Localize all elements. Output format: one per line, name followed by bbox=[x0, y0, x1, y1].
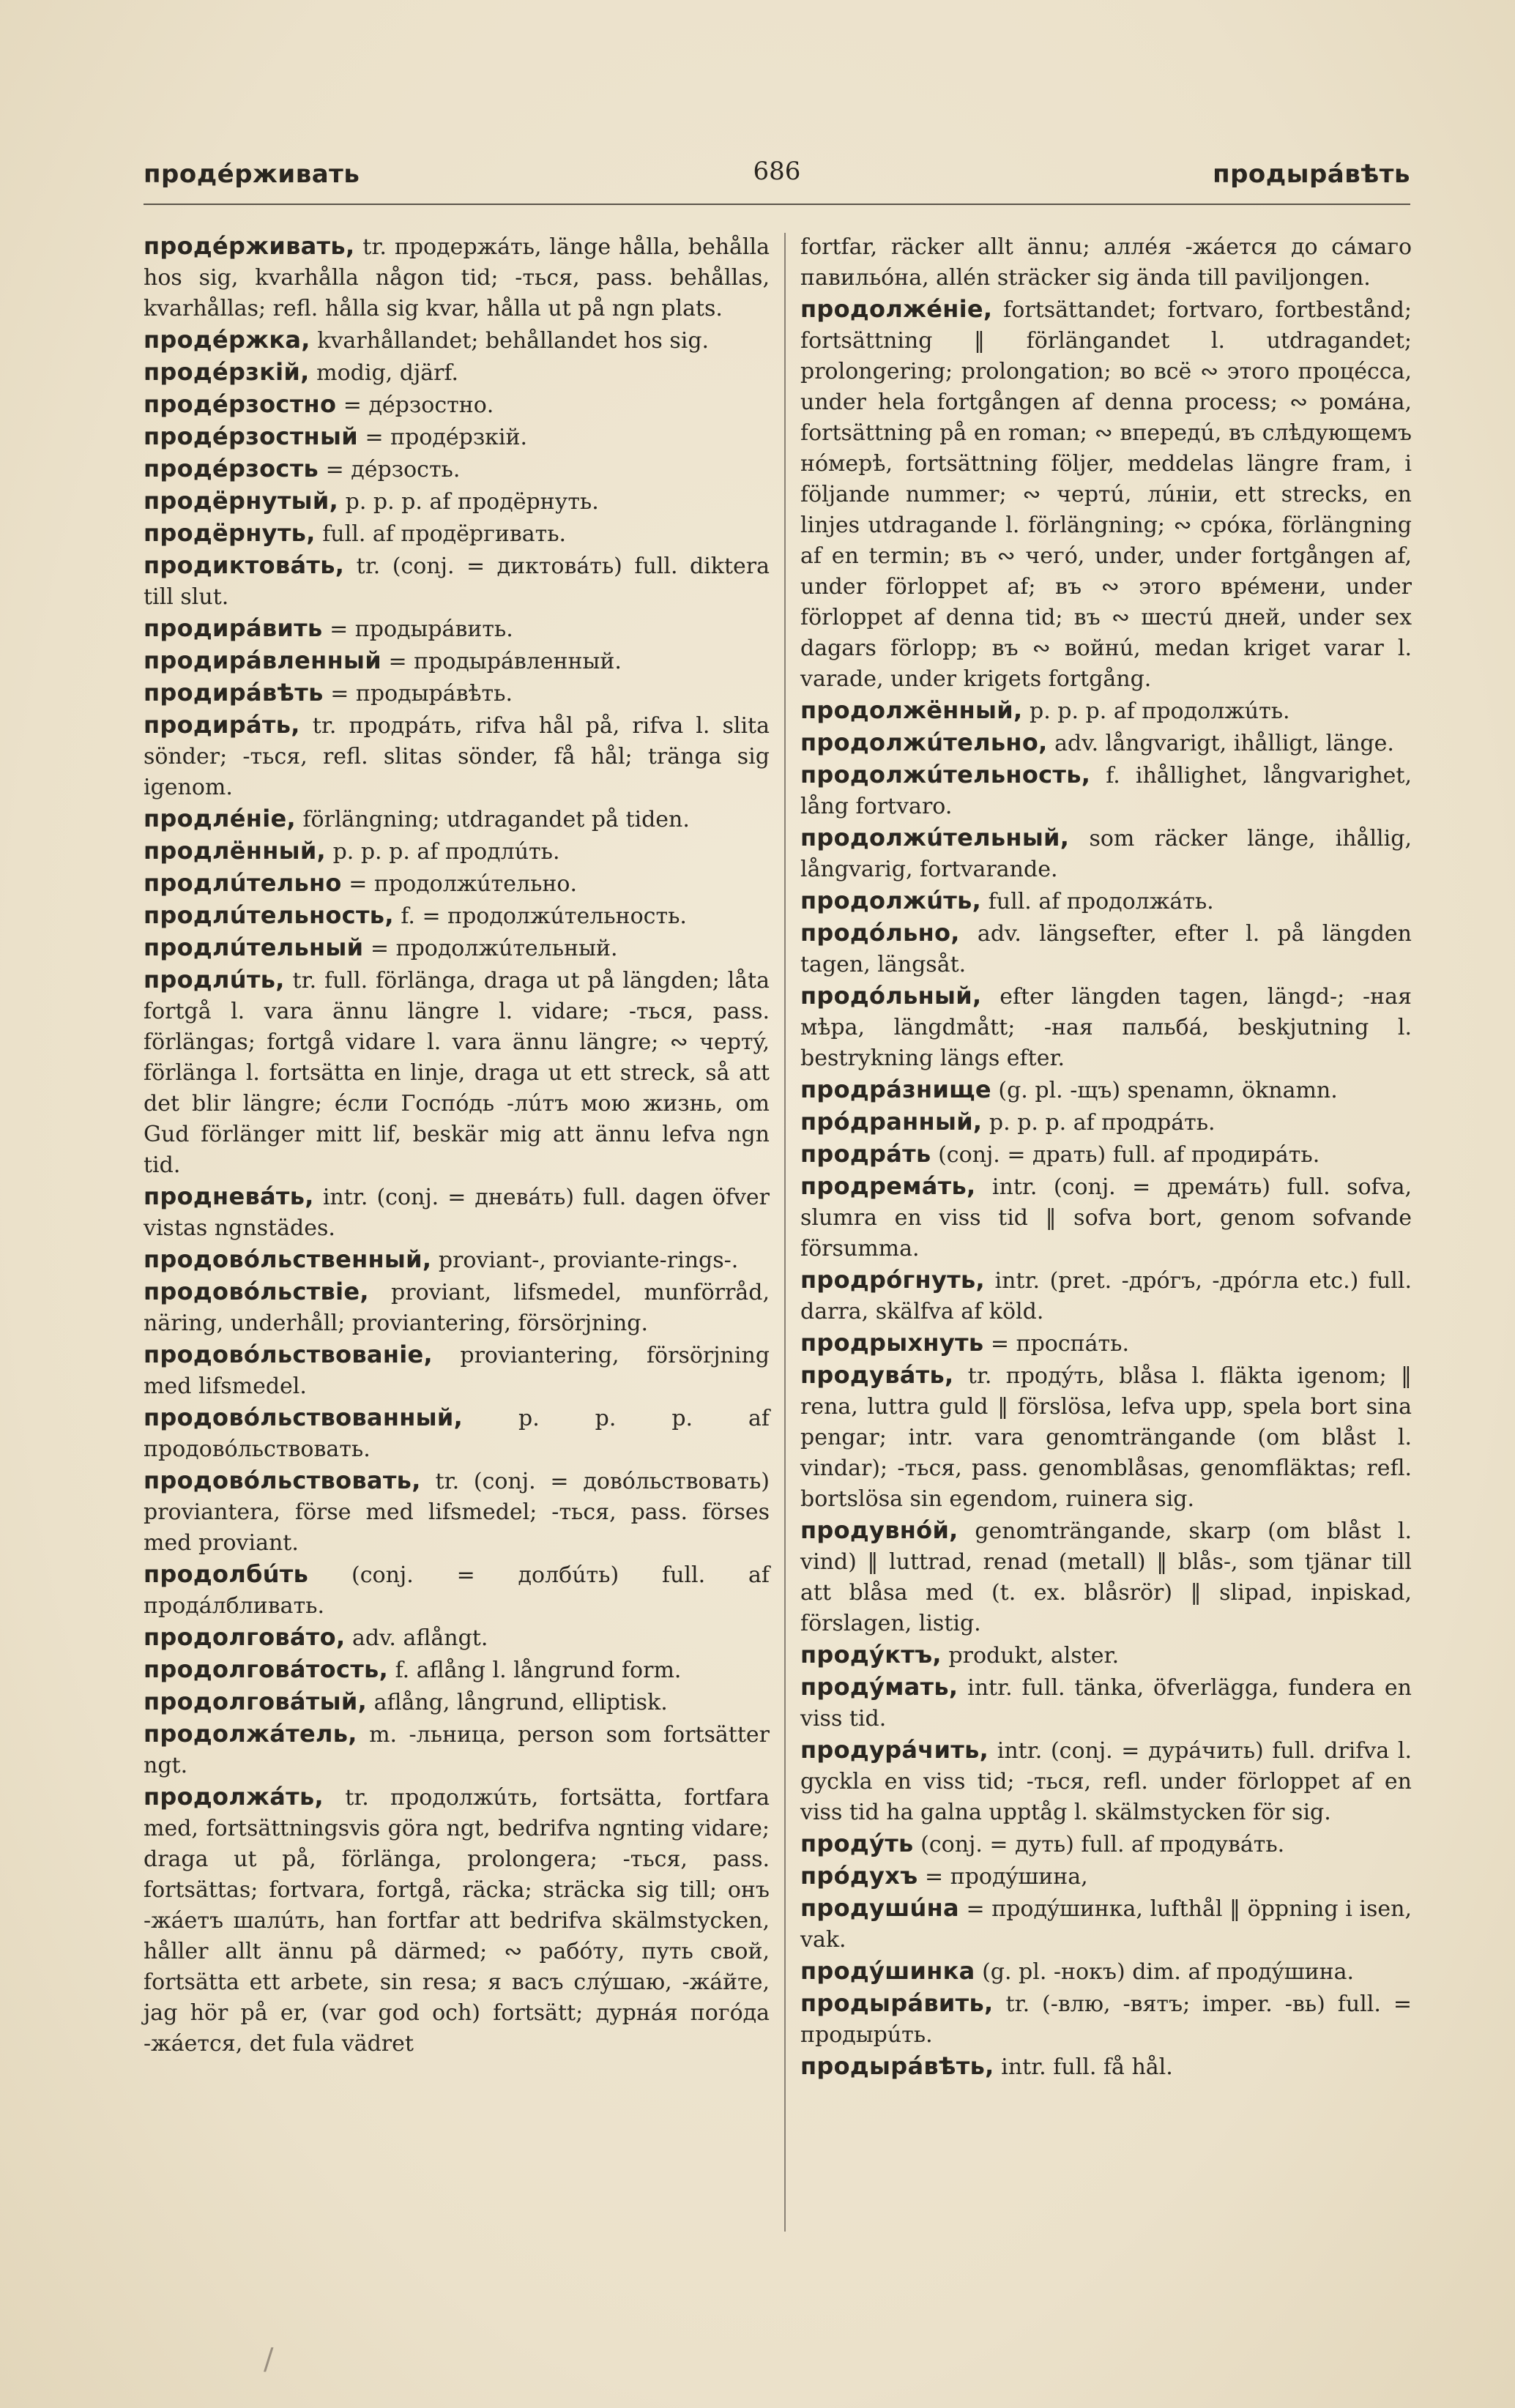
dictionary-entry bbox=[144, 964, 770, 1181]
dictionary-entry bbox=[144, 1276, 770, 1339]
dictionary-entry bbox=[800, 1860, 1412, 1893]
entry-headword: продрыхнуть bbox=[800, 1329, 984, 1357]
entry-definition: tr. продýть, blåsa l. fläkta igenom; ‖ rena, luttra guld ‖ förslösa, lefva upp, spela bort sina pengar; intr. vara genomträngande (om blåst l. vindar); -ться, pass. genomblåsas, genomfläktas; refl. bortslösa sin egendom, ruinera sig. bbox=[800, 1363, 1412, 1512]
dictionary-entry bbox=[144, 1686, 770, 1718]
entry-headword: продрáзнище bbox=[800, 1076, 991, 1103]
entry-definition: efter längden tagen, längd-; -ная мѣра, längdmått; -ная пальбá, beskjutning l. bestrykning längs efter. bbox=[800, 984, 1412, 1071]
entry-headword: продолжúть, bbox=[800, 887, 982, 914]
entry-headword: продéрзкій, bbox=[144, 358, 310, 386]
page-number: 686 bbox=[753, 157, 801, 186]
entry-definition: full. af продёргивать. bbox=[315, 521, 567, 547]
entry-headword: прóдухъ bbox=[800, 1862, 918, 1890]
entry-headword: продолжéніе, bbox=[800, 295, 993, 323]
entry-headword: продолжáть, bbox=[144, 1783, 324, 1811]
dictionary-entry bbox=[800, 1074, 1412, 1106]
entry-definition: adv. långvarigt, ihålligt, länge. bbox=[1047, 731, 1394, 756]
entry-definition: f. ihållighet, långvarighet, lång fortvaro. bbox=[800, 763, 1412, 819]
right-running-headword: продырáвѣть bbox=[1213, 160, 1410, 189]
dictionary-entry bbox=[800, 727, 1412, 759]
dictionary-entry bbox=[800, 1671, 1412, 1734]
dictionary-entry bbox=[144, 1465, 770, 1559]
dictionary-entry bbox=[800, 1171, 1412, 1264]
dictionary-entry bbox=[144, 453, 770, 485]
dictionary-entry bbox=[144, 835, 770, 868]
dictionary-entry bbox=[144, 1654, 770, 1686]
entry-definition: proviantering, försörjning med lifsmedel. bbox=[144, 1343, 770, 1399]
dictionary-entry bbox=[800, 1956, 1412, 1988]
entry-headword: продýть bbox=[800, 1830, 914, 1857]
dictionary-entry bbox=[800, 1734, 1412, 1828]
entry-definition: full. af продолжáть. bbox=[981, 889, 1214, 914]
entry-headword: продлéніе, bbox=[144, 805, 296, 832]
dictionary-entry bbox=[144, 1559, 770, 1622]
dictionary-entry bbox=[800, 1828, 1412, 1860]
dictionary-entry bbox=[800, 1360, 1412, 1515]
dictionary-entry bbox=[800, 231, 1412, 294]
dictionary-entry bbox=[800, 1106, 1412, 1138]
entry-definition: tr. продержáть, länge hålla, behålla hos sig, kvarhålla någon tid; -ться, pass. behållas, kvarhållas; refl. hålla sig kvar, hålla ut på ngn plats. bbox=[144, 234, 770, 321]
entry-definition: = дéрзость. bbox=[319, 457, 461, 482]
entry-definition: = продýшина, bbox=[917, 1864, 1088, 1890]
dictionary-entry bbox=[800, 980, 1412, 1074]
entry-definition: fortfar, räcker allt ännu; аллéя -жáется до сáмаго павильóна, allén sträcker sig ända till paviljongen. bbox=[800, 234, 1412, 291]
dictionary-entry bbox=[144, 932, 770, 964]
dictionary-entry bbox=[144, 389, 770, 421]
entry-definition: adv. aflångt. bbox=[345, 1625, 488, 1651]
dictionary-entry bbox=[800, 1327, 1412, 1360]
entry-definition: p. p. p. af продолжúть. bbox=[1022, 698, 1290, 724]
page-header bbox=[144, 157, 1410, 204]
entry-headword: продолжúтельность, bbox=[800, 761, 1091, 789]
entry-definition: p. p. p. af продёрнуть. bbox=[338, 489, 599, 515]
entry-headword: продирáть, bbox=[144, 711, 300, 739]
dictionary-entry bbox=[800, 1264, 1412, 1327]
entry-headword: продéрживать, bbox=[144, 232, 355, 260]
entry-definition: = дéрзостно. bbox=[336, 392, 494, 418]
entry-headword: продлúтельно bbox=[144, 869, 342, 897]
entry-definition: p. p. p. af продлúть. bbox=[326, 839, 560, 865]
entry-definition: = продырáвить. bbox=[322, 616, 513, 642]
entry-headword: продовóльствовать, bbox=[144, 1466, 421, 1494]
entry-definition: p. p. p. af продрáть. bbox=[982, 1110, 1216, 1136]
entry-headword: продрóгнуть, bbox=[800, 1266, 985, 1294]
dictionary-entry bbox=[800, 1893, 1412, 1956]
entry-definition: som räcker länge, ihållig, långvarig, fortvarande. bbox=[800, 826, 1412, 882]
dictionary-entry bbox=[800, 822, 1412, 885]
footer-mark: / bbox=[264, 2343, 274, 2377]
dictionary-entry bbox=[144, 868, 770, 900]
entry-headword: продолговáтый, bbox=[144, 1688, 368, 1715]
dictionary-entry bbox=[144, 324, 770, 357]
entry-definition: aflång, långrund, elliptisk. bbox=[367, 1690, 668, 1715]
dictionary-entry bbox=[800, 1988, 1412, 2051]
dictionary-entry bbox=[144, 645, 770, 677]
entry-headword: продырáвѣть, bbox=[800, 2052, 994, 2080]
left-running-headword: продéрживать bbox=[144, 160, 360, 189]
entry-definition: tr. (-влю, -вятъ; imper. -вь) full. = продырúть. bbox=[800, 1991, 1412, 2048]
dictionary-entry bbox=[800, 885, 1412, 917]
entry-definition: = продырáвѣть. bbox=[323, 681, 513, 707]
entry-headword: продлúть, bbox=[144, 966, 285, 994]
column-divider bbox=[784, 233, 786, 2232]
entry-headword: продовóльствованный, bbox=[144, 1404, 464, 1431]
dictionary-entry bbox=[144, 421, 770, 453]
dictionary-entry bbox=[800, 695, 1412, 727]
dictionary-entry bbox=[144, 1718, 770, 1781]
dictionary-entry bbox=[144, 550, 770, 613]
entry-headword: продéржка, bbox=[144, 326, 310, 354]
entry-headword: продремáть, bbox=[800, 1172, 976, 1200]
entry-definition: (conj. = долбúть) full. af продáлбливать. bbox=[144, 1562, 770, 1619]
entry-headword: продовóльственный, bbox=[144, 1245, 432, 1273]
entry-headword: продлённый, bbox=[144, 837, 327, 865]
entry-definition: intr. (pret. -дрóгъ, -дрóгла etc.) full. darra, skälfva af köld. bbox=[800, 1268, 1412, 1324]
entry-headword: продрáть bbox=[800, 1140, 931, 1168]
entry-headword: продéрзостно bbox=[144, 390, 337, 418]
entry-headword: продолжáтель, bbox=[144, 1720, 357, 1748]
entry-definition: fortsättandet; fortvaro, fortbestånd; fortsättning ‖ förlängandet l. utdragandet; prolongering; prolongation; во всё ∾ этого процéсса, under hela fortgången af denna process; ∾ ромáна, fortsättning på en roman; ∾ впередú, въ слѣдующемъ нóмерѣ, fortsättning följer, meddelas längre fram, i följande nummer; ∾ чертú, лúніи, ett strecks, en linjes utdragande l. förlängning; ∾ срóка, förlängning af en termin; въ ∾ чегó, under, under fortgången af, under förloppet af; въ ∾ этого врéмени, under förloppet af denna tid; въ ∾ шестú дней, under sex dagars förlopp; въ ∾ войнú, medan kriget varar l. varade, under krigets fortgång. bbox=[800, 297, 1412, 692]
entry-headword: продовóльствіе, bbox=[144, 1278, 369, 1305]
entry-definition: = продолжúтельный. bbox=[363, 936, 618, 961]
entry-headword: продирáвѣть bbox=[144, 679, 324, 707]
entry-headword: продневáть, bbox=[144, 1182, 314, 1210]
entry-headword: продóльно, bbox=[800, 919, 960, 947]
dictionary-entry bbox=[800, 1515, 1412, 1639]
dictionary-entry bbox=[800, 1639, 1412, 1671]
dictionary-entry bbox=[144, 803, 770, 835]
entry-headword: продýшинка bbox=[800, 1957, 975, 1985]
entry-definition: intr. (conj. = дремáть) full. sofva, slumra en viss tid ‖ sofva bort, genom sofvande försumma. bbox=[800, 1174, 1412, 1261]
entry-definition: f. = продолжúтельность. bbox=[393, 903, 687, 929]
entry-definition: genomträngande, skarp (om blåst l. vind) ‖ luttrad, renad (metall) ‖ blås-, som tjänar till att blåsa med (t. ex. blåsrör) ‖ slipad, inpiskad, förslagen, listig. bbox=[800, 1518, 1412, 1636]
entry-definition: proviant, lifsmedel, munförråd, näring, underhåll; proviantering, försörjning. bbox=[144, 1280, 770, 1336]
dictionary-entry bbox=[144, 1402, 770, 1465]
entry-headword: продёрнуть, bbox=[144, 519, 316, 547]
entry-headword: продлúтельный bbox=[144, 933, 364, 961]
entry-definition: = проспáть. bbox=[983, 1331, 1130, 1357]
dictionary-entry bbox=[144, 231, 770, 324]
entry-headword: продолговáто, bbox=[144, 1623, 346, 1651]
dictionary-entry bbox=[144, 1181, 770, 1244]
entry-headword: продырáвить, bbox=[800, 1989, 994, 2017]
entry-headword: продувáть, bbox=[800, 1361, 954, 1389]
dictionary-entry bbox=[800, 917, 1412, 980]
entry-headword: продолжúтельно, bbox=[800, 728, 1048, 756]
entry-headword: продýктъ, bbox=[800, 1641, 942, 1669]
entry-definition: = продýшинка, lufthål ‖ öppning i isen, vak. bbox=[800, 1896, 1412, 1953]
entry-headword: продлúтельность, bbox=[144, 901, 394, 929]
entry-headword: продолжённый, bbox=[800, 696, 1023, 724]
entry-headword: продувнóй, bbox=[800, 1516, 958, 1544]
entry-definition: p. p. p. af продовóльствовать. bbox=[144, 1406, 770, 1462]
entry-headword: продурáчить, bbox=[800, 1736, 989, 1764]
entry-headword: продолговáтость, bbox=[144, 1655, 389, 1683]
entry-definition: modig, djärf. bbox=[309, 360, 459, 386]
entry-definition: intr. (conj. = дурáчить) full. drifva l. gyckla en viss tid; -ться, refl. under förloppet af en viss tid ha galna upptåg l. skälmstycken för sig. bbox=[800, 1738, 1412, 1825]
entry-headword: прóдранный, bbox=[800, 1108, 983, 1136]
dictionary-entry bbox=[800, 759, 1412, 822]
entry-definition: tr. (conj. = диктовáть) full. diktera till slut. bbox=[144, 553, 770, 610]
dictionary-entry bbox=[800, 294, 1412, 695]
entry-definition: intr. full. tänka, öfverlägga, fundera en viss tid. bbox=[800, 1675, 1412, 1732]
dictionary-entry bbox=[144, 613, 770, 645]
dictionary-entry bbox=[144, 709, 770, 803]
entry-definition: förlängning; utdragandet på tiden. bbox=[295, 807, 690, 832]
entry-headword: продолжúтельный, bbox=[800, 824, 1070, 851]
entry-definition: tr. продолжúть, fortsätta, fortfara med, fortsättningsvis göra ngt, bedrifva ngnting vidare; draga ut på, förlänga, prolongera; -ться, pass. fortsättas; fortvara, fortgå, räcka; sträcka sig till; онъ -жáетъ шалúть, han fortfar att bedrifva skälmstycken, håller allt ännu på därmed; ∾ рабóту, путь свой, fortsätta ett arbete, sin resa; я васъ слýшаю, -жáйте, jag hör på er, (var god och) fortsätt; дурнáя погóда -жáется, det fula vädret bbox=[144, 1785, 770, 2057]
entry-headword: продéрзость bbox=[144, 455, 319, 482]
entry-definition: (g. pl. -щъ) spenamn, öknamn. bbox=[991, 1078, 1338, 1103]
entry-definition: m. -льница, person som fortsätter ngt. bbox=[144, 1722, 770, 1778]
header-rule bbox=[144, 204, 1410, 205]
dictionary-entry bbox=[144, 1622, 770, 1654]
dictionary-entry bbox=[800, 1138, 1412, 1171]
entry-headword: продёрнутый, bbox=[144, 487, 339, 515]
right-column bbox=[800, 231, 1412, 2083]
entry-definition: intr. (conj. = дневáть) full. dagen öfver vistas ngnstädes. bbox=[144, 1185, 770, 1241]
entry-definition: = продолжúтельно. bbox=[341, 871, 578, 897]
entry-headword: продушúна bbox=[800, 1894, 959, 1922]
dictionary-entry bbox=[144, 518, 770, 550]
entry-definition: (conj. = дуть) full. af продувáть. bbox=[913, 1832, 1285, 1857]
dictionary-entry bbox=[144, 900, 770, 932]
dictionary-entry bbox=[144, 1781, 770, 2060]
dictionary-entry bbox=[144, 485, 770, 518]
dictionary-entry bbox=[800, 2051, 1412, 2083]
entry-definition: tr. full. förlänga, draga ut på längden; låta fortgå l. vara ännu längre l. vidare; -ться, pass. förlängas; fortgå vidare l. vara ännu längre; ∾ чертý, förlänga l. fortsätta en linje, draga ut ett streck, så att det blir längre; éсли Госпóдь -лúтъ мою жизнь, om Gud förlänger mitt lif, beskär mig att ännu lefva ngn tid. bbox=[144, 968, 770, 1178]
entry-headword: продéрзостный bbox=[144, 422, 358, 450]
entry-definition: tr. продрáть, rifva hål på, rifva l. slita sönder; -ться, refl. slitas sönder, få hål; tränga sig igenom. bbox=[144, 713, 770, 800]
entry-definition: adv. längsefter, efter l. på längden tagen, längsåt. bbox=[800, 921, 1412, 977]
entry-headword: продовóльствованіе, bbox=[144, 1341, 433, 1368]
entry-definition: = продырáвленный. bbox=[381, 649, 622, 674]
entry-definition: proviant-, proviante-rings-. bbox=[431, 1248, 739, 1273]
entry-definition: tr. (conj. = довóльствовать) proviantera, förse med lifsmedel; -ться, pass. förses med proviant. bbox=[144, 1469, 770, 1556]
entry-headword: продýмать, bbox=[800, 1673, 958, 1701]
entry-definition: produkt, alster. bbox=[941, 1643, 1120, 1669]
entry-definition: = продéрзкій. bbox=[357, 425, 528, 450]
dictionary-entry bbox=[144, 357, 770, 389]
entry-definition: intr. full. få hål. bbox=[994, 2054, 1173, 2080]
entry-headword: продолбúть bbox=[144, 1560, 309, 1588]
entry-definition: kvarhållandet; behållandet hos sig. bbox=[310, 328, 710, 354]
dictionary-entry bbox=[144, 677, 770, 709]
left-column bbox=[144, 231, 770, 2060]
entry-headword: продиктовáть, bbox=[144, 551, 345, 579]
dictionary-entry bbox=[144, 1339, 770, 1402]
entry-headword: продирáвить bbox=[144, 614, 323, 642]
dictionary-entry bbox=[144, 1244, 770, 1276]
entry-headword: продóльный, bbox=[800, 982, 982, 1010]
entry-definition: (conj. = драть) full. af продирáть. bbox=[931, 1142, 1320, 1168]
entry-headword: продирáвленный bbox=[144, 646, 381, 674]
entry-definition: (g. pl. -нокъ) dim. af продýшина. bbox=[975, 1959, 1355, 1985]
entry-definition: f. aflång l. långrund form. bbox=[388, 1658, 682, 1683]
